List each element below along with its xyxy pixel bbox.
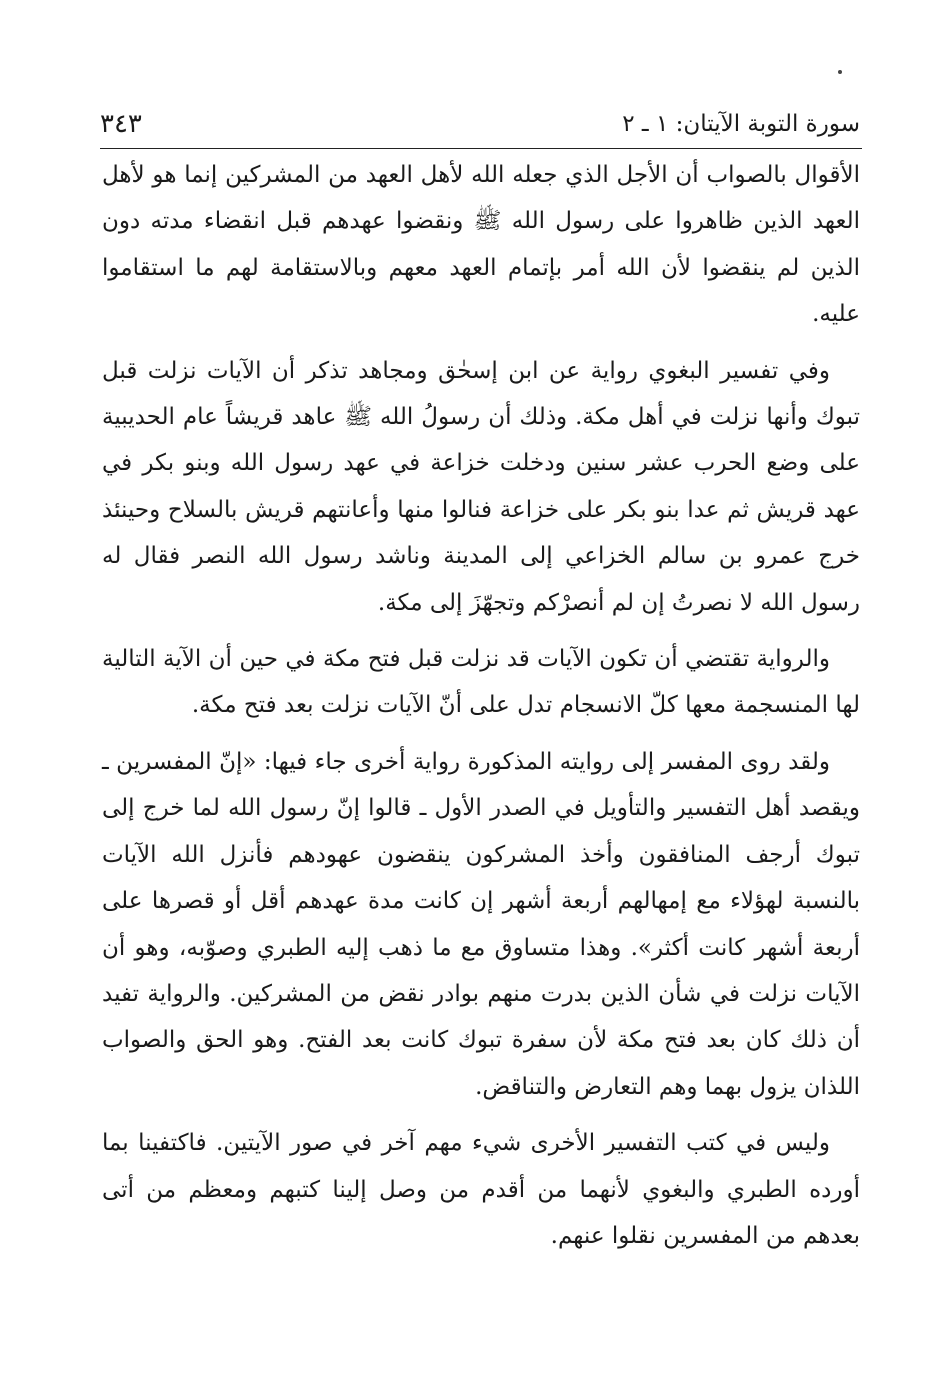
paragraph-1: الأقوال بالصواب أن الأجل الذي جعله الله لأهل العهد من المشركين إنما هو لأهل العهد الذين ظاهروا على رسول الله ﷺ ونقضوا عهدهم قبل انقضاء مدته دون الذين لم ينقضوا لأن الله أمر بإتمام العهد معهم وبالاستقامة لهم ما استقاموا عليه. — [102, 162, 860, 328]
paragraph-2: وفي تفسير البغوي رواية عن ابن إسحٰق ومجاهد تذكر أن الآيات نزلت قبل تبوك وأنها نزلت في أهل مكة. وذلك أن رسولُ الله ﷺ عاهد قريشاً عام الحديبية على وضع الحرب عشر سنين ودخلت خزاعة في عهد رسول الله وبنو بكر في عهد قريش ثم عدا بنو بكر على خزاعة فنالوا منها وأعانتهم قريش بالسلاح وحينئذ خرج عمرو بن سالم الخزاعي إلى المدينة وناشد رسول الله النصر فقال له رسول الله لا نصرتُ إن لم أنصرْكم وتجهّزَ إلى مكة. — [102, 357, 860, 616]
paragraph-4: ولقد روى المفسر إلى روايته المذكورة رواية أخرى جاء فيها: «إنّ المفسرين ـ ويقصد أهل التفسير والتأويل في الصدر الأول ـ قالوا إنّ رسول الله لما خرج إلى تبوك أرجف المنافقون وأخذ المشركون ينقضون عهودهم فأنزل الله الآيات بالنسبة لهؤلاء مع إمهالهم أربعة أشهر إن كانت مدة عهدهم أقل أو قصرها على أربعة أشهر كانت أكثر». وهذا متساوق مع ما ذهب إليه الطبري وصوّبه، وهو أن الآيات نزلت في شأن الذين بدرت منهم بوادر نقض من المشركين. والرواية تفيد أن ذلك كان بعد فتح مكة لأن سفرة تبوك كانت بعد الفتح. وهو الحق والصواب اللذان يزول بهما وهم التعارض والتناقض. — [102, 748, 860, 1100]
page-header — [100, 104, 860, 144]
page-number: ٣٤٣ — [100, 109, 142, 139]
page-body — [102, 152, 860, 1259]
ink-dot — [838, 70, 842, 74]
header-rule — [100, 148, 862, 149]
running-title: سورة التوبة الآيتان: ١ ـ ٢ — [622, 111, 860, 137]
paragraph-3: والرواية تقتضي أن تكون الآيات قد نزلت قبل فتح مكة في حين أن الآية التالية لها المنسجمة معها كلّ الانسجام تدل على أنّ الآيات نزلت بعد فتح مكة. — [102, 646, 860, 719]
paragraph-5: وليس في كتب التفسير الأخرى شيء مهم آخر في صور الآيتين. فاكتفينا بما أورده الطبري والبغوي لأنهما من أقدم من وصل إلينا كتبهم ومعظم من أتى بعدهم من المفسرين نقلوا عنهم. — [102, 1130, 860, 1249]
